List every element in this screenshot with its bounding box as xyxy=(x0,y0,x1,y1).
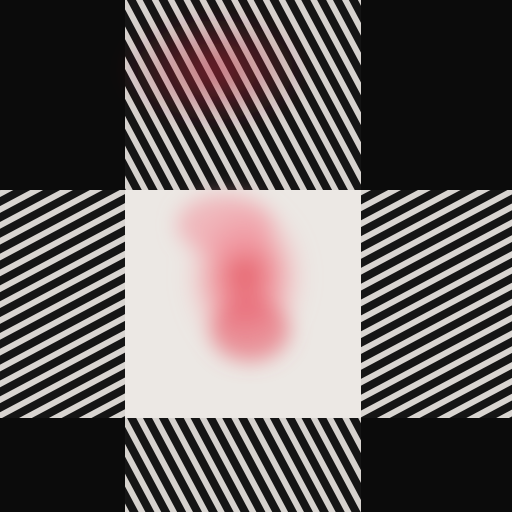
horizontal-band-left xyxy=(0,190,125,418)
red-tint xyxy=(120,10,310,130)
vertical-band-bottom xyxy=(125,418,361,512)
horizontal-band-right xyxy=(361,190,512,418)
